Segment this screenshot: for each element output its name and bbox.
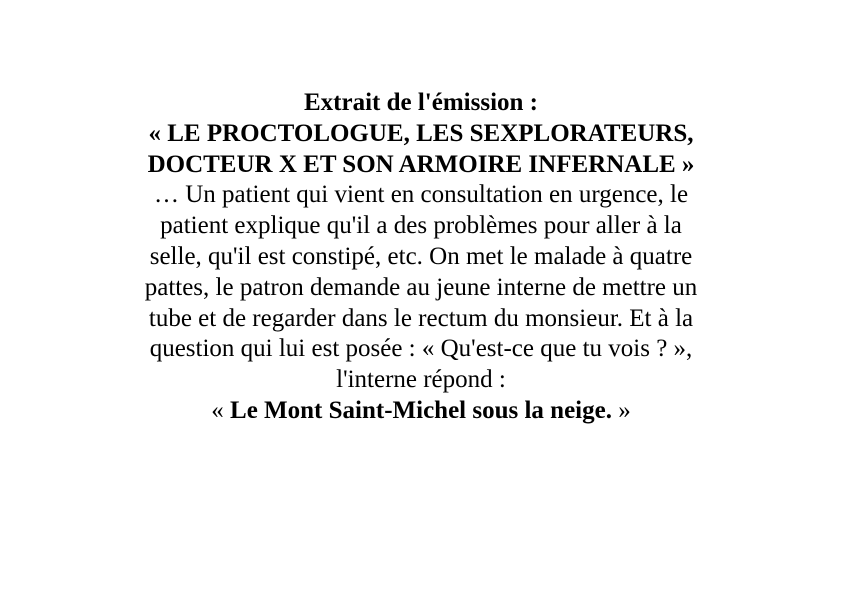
closing-close-guillemet: » — [611, 396, 631, 424]
excerpt-block — [40, 88, 802, 427]
body-line-1: … Un patient qui vient en consultation en urgence, le — [153, 181, 689, 209]
closing-open-guillemet: « — [211, 396, 231, 424]
body-line-2: patient explique qu'il a des problèmes pour aller à la — [160, 212, 682, 240]
show-title-line-2: DOCTEUR X ET SON ARMOIRE INFERNALE » — [147, 150, 695, 178]
body-line-7: l'interne répond : — [336, 366, 506, 394]
body-line-3: selle, qu'il est constipé, etc. On met le malade à quatre — [149, 242, 693, 270]
closing-quote: Le Mont Saint-Michel sous la neige. — [230, 396, 612, 424]
body-line-5: tube et de regarder dans le rectum du monsieur. Et à la — [148, 304, 694, 332]
show-title-line-1: « LE PROCTOLOGUE, LES SEXPLORATEURS, — [148, 119, 694, 147]
body-line-4: pattes, le patron demande au jeune interne de mettre un — [144, 273, 698, 301]
excerpt-intro: Extrait de l'émission : — [303, 89, 538, 116]
body-line-6: question qui lui est posée : « Qu'est-ce que tu vois ? », — [149, 335, 693, 363]
closing-line — [40, 396, 802, 427]
